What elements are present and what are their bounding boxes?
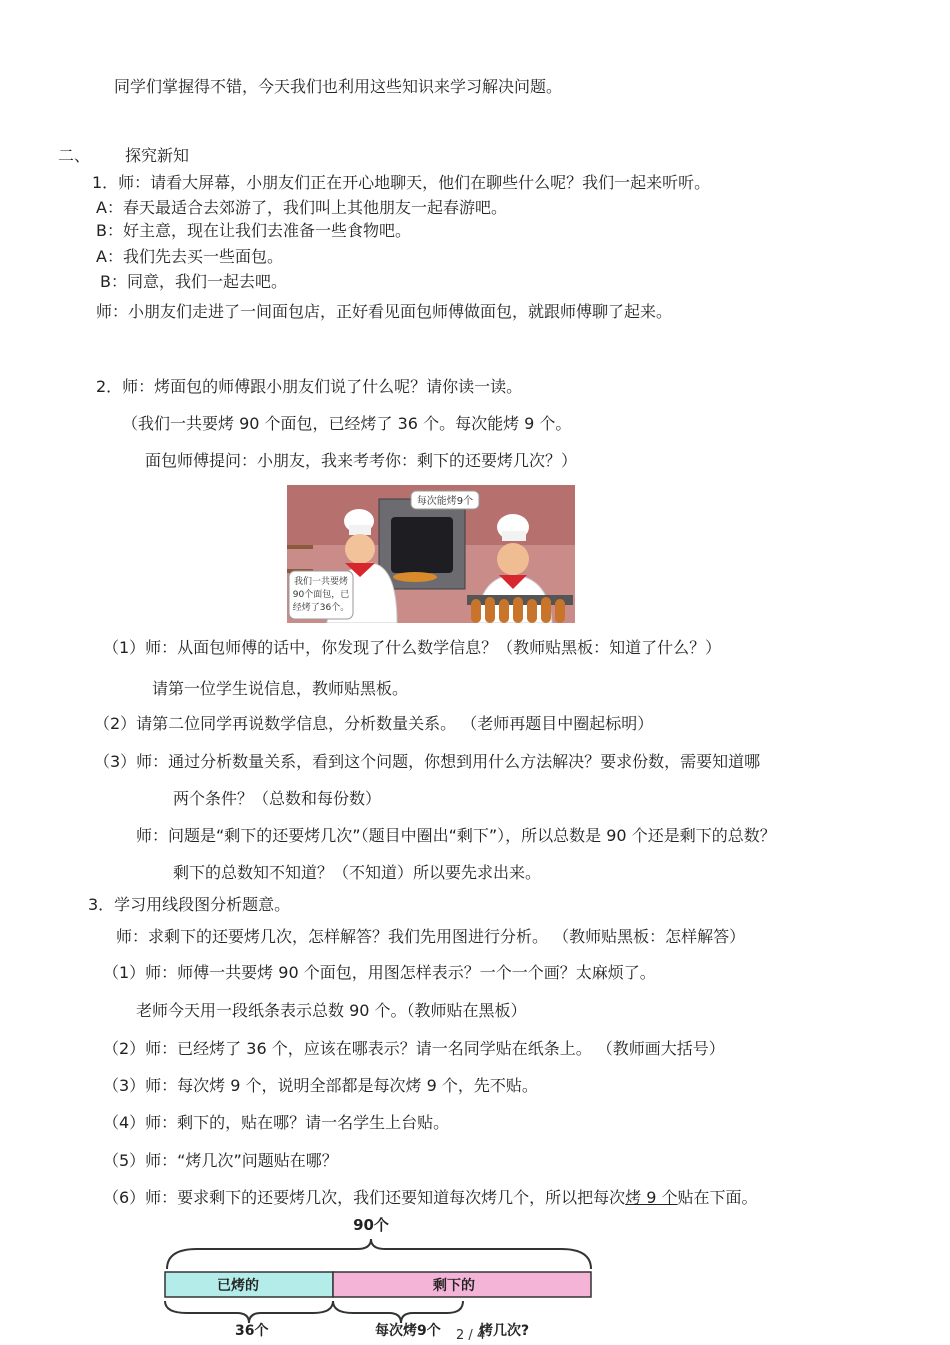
text-line: 1．师：请看大屏幕，小朋友们正在开心地聊天，他们在聊些什么呢？我们一起来听听。 — [92, 173, 711, 192]
text-line: 师：求剩下的还要烤几次，怎样解答？我们先用图进行分析。 （教师贴黑板：怎样解答） — [116, 927, 746, 946]
underlined-text: 烤 9 个 — [625, 1188, 678, 1207]
text-line: 3．学习用线段图分析题意。 — [88, 895, 291, 914]
text-line: （3）师：通过分析数量关系，看到这个问题，你想到用什么方法解决？要求份数，需要知道哪 — [94, 752, 761, 771]
dialogue-line: B：好主意，现在让我们去准备一些食物吧。 — [96, 221, 411, 240]
text-line: （5）师：“烤几次”问题贴在哪？ — [103, 1151, 338, 1170]
bakery-illustration — [287, 485, 575, 623]
speech-bubble-text: 90个面包，已 — [292, 590, 350, 600]
speech-bubble-text: 我们一共要烤 — [293, 577, 349, 587]
text-line: （2）师：已经烤了 36 个，应该在哪表示？请一名同学贴在纸条上。 （教师画大括号） — [103, 1039, 725, 1058]
text-line: （4）师：剩下的，贴在哪？请一名学生上台贴。 — [103, 1113, 450, 1132]
speech-bubble-text: 每次能烤9个 — [416, 496, 474, 507]
text-line: 2．师：烤面包的师傅跟小朋友们说了什么呢？请你读一读。 — [96, 377, 523, 396]
text-line: （2）请第二位同学再说数学信息，分析数量关系。 （老师再题目中圈起标明） — [94, 714, 654, 733]
page-number: 2 / 4 — [456, 1328, 486, 1343]
speech-bubble-text: 经烤了36个。 — [292, 603, 350, 613]
total-label: 90个 — [353, 1216, 389, 1234]
text-line: 老师今天用一段纸条表示总数 90 个。（教师贴在黑板） — [136, 1001, 527, 1020]
text-line: （1）师：师傅一共要烤 90 个面包，用图怎样表示？一个一个画？太麻烦了。 — [103, 963, 656, 982]
section-title: 探究新知 — [125, 146, 190, 165]
text-segment: 贴在下面。 — [677, 1188, 758, 1207]
text-line: 面包师傅提问：小朋友，我来考考你：剩下的还要烤几次？） — [145, 451, 578, 470]
dialogue-line: A：我们先去买一些面包。 — [96, 247, 283, 266]
remaining-label: 剩下的 — [433, 1278, 475, 1294]
text-line: 请第一位学生说信息，教师贴黑板。 — [152, 679, 409, 698]
baked-label: 已烤的 — [217, 1278, 259, 1294]
text-line: （1）师：从面包师傅的话中，你发现了什么数学信息？（教师贴黑板：知道了什么？） — [103, 638, 722, 657]
text-line — [103, 1188, 758, 1208]
text-line: （3）师：每次烤 9 个，说明全部都是每次烤 9 个，先不贴。 — [103, 1076, 538, 1095]
dialogue-line: B：同意，我们一起去吧。 — [100, 272, 287, 291]
text-line: （我们一共要烤 90 个面包，已经烤了 36 个。每次能烤 9 个。 — [122, 414, 572, 433]
per-batch-label: 每次烤9个 — [375, 1323, 441, 1339]
text-line: 两个条件？（总数和每份数） — [173, 789, 382, 808]
section-number: 二、 — [58, 146, 91, 165]
text-line: 师：问题是“剩下的还要烤几次”（题目中圈出“剩下”），所以总数是 90 个还是剩下的总数？ — [136, 826, 776, 845]
segment-diagram — [157, 1213, 600, 1343]
baked-count-label: 36个 — [235, 1323, 269, 1339]
text-line: 同学们掌握得不错，今天我们也利用这些知识来学习解决问题。 — [114, 77, 563, 96]
text-segment: （6）师：要求剩下的还要烤几次，我们还要知道每次烤几个，所以把每次 — [103, 1188, 626, 1207]
question-label: 烤几次? — [479, 1323, 530, 1339]
text-line: 剩下的总数知不知道？（不知道）所以要先求出来。 — [173, 863, 542, 882]
text-line: 师：小朋友们走进了一间面包店，正好看见面包师傅做面包，就跟师傅聊了起来。 — [96, 302, 673, 321]
dialogue-line: A：春天最适合去郊游了，我们叫上其他朋友一起春游吧。 — [96, 198, 507, 217]
